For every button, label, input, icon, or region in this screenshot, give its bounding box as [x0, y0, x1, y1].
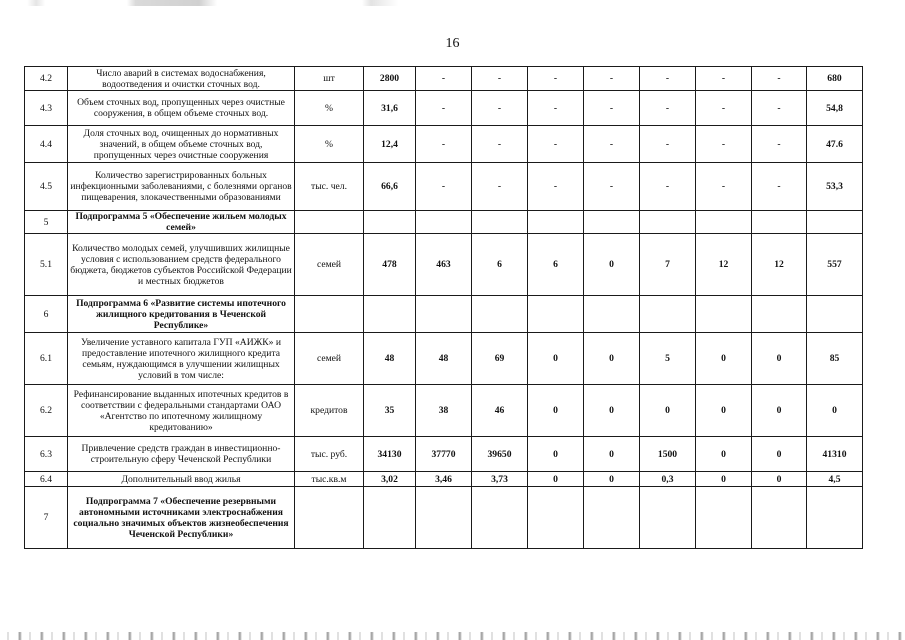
- year-value-cell: 3,73: [472, 472, 528, 487]
- base-value-cell: 478: [364, 234, 416, 296]
- year-value-cell: 463: [416, 234, 472, 296]
- unit-cell: тыс. руб.: [295, 437, 364, 472]
- empty-cell: [752, 296, 807, 333]
- empty-cell: [416, 487, 472, 549]
- year-value-cell: -: [528, 67, 584, 91]
- year-value-cell: 0: [528, 385, 584, 437]
- row-description-cell: Привлечение средств граждан в инвестиционно-строительную сферу Чеченской Республики: [68, 437, 295, 472]
- year-value-cell: -: [752, 91, 807, 126]
- year-value-cell: 48: [416, 333, 472, 385]
- empty-cell: [364, 296, 416, 333]
- year-value-cell: 3,46: [416, 472, 472, 487]
- year-value-cell: -: [416, 163, 472, 211]
- target-value-cell: 53,3: [807, 163, 863, 211]
- row-description-cell: Доля сточных вод, очищенных до нормативных значений, в общем объеме сточных вод, пропущенных через очистные сооружения: [68, 126, 295, 163]
- empty-cell: [752, 487, 807, 549]
- row-number-cell: 6.2: [25, 385, 68, 437]
- table-row: [25, 333, 863, 385]
- empty-cell: [584, 211, 640, 234]
- empty-cell: [807, 487, 863, 549]
- empty-cell: [528, 296, 584, 333]
- year-value-cell: -: [696, 126, 752, 163]
- base-value-cell: 12,4: [364, 126, 416, 163]
- empty-cell: [364, 211, 416, 234]
- base-value-cell: 31,6: [364, 91, 416, 126]
- year-value-cell: 0: [584, 385, 640, 437]
- empty-cell: [416, 296, 472, 333]
- empty-cell: [528, 211, 584, 234]
- empty-cell: [640, 487, 696, 549]
- year-value-cell: 5: [640, 333, 696, 385]
- base-value-cell: 66,6: [364, 163, 416, 211]
- unit-cell: тыс.кв.м: [295, 472, 364, 487]
- year-value-cell: -: [416, 126, 472, 163]
- table-row: [25, 163, 863, 211]
- empty-cell: [696, 211, 752, 234]
- year-value-cell: -: [640, 67, 696, 91]
- empty-cell: [295, 296, 364, 333]
- year-value-cell: 39650: [472, 437, 528, 472]
- empty-cell: [416, 211, 472, 234]
- empty-cell: [295, 211, 364, 234]
- unit-cell: кредитов: [295, 385, 364, 437]
- table-row: [25, 437, 863, 472]
- empty-cell: [472, 487, 528, 549]
- row-description-cell: Дополнительный ввод жилья: [68, 472, 295, 487]
- year-value-cell: 37770: [416, 437, 472, 472]
- indicators-table: [24, 66, 863, 549]
- table-row: [25, 234, 863, 296]
- unit-cell: тыс. чел.: [295, 163, 364, 211]
- year-value-cell: -: [584, 91, 640, 126]
- row-description-cell: Объем сточных вод, пропущенных через очистные сооружения, в общем объеме сточных вод.: [68, 91, 295, 126]
- base-value-cell: 3,02: [364, 472, 416, 487]
- row-description-cell: Подпрограмма 7 «Обеспечение резервными автономными источниками электроснабжения социально значимых объектов жизнеобеспечения Чеченской Республики»: [68, 487, 295, 549]
- row-number-cell: 6.1: [25, 333, 68, 385]
- year-value-cell: 0: [528, 333, 584, 385]
- row-description-cell: Увеличение уставного капитала ГУП «АИЖК» и предоставление ипотечного жилищного кредита семьям, нуждающимся в улучшении жилищных условий в том числе:: [68, 333, 295, 385]
- target-value-cell: 0: [807, 385, 863, 437]
- base-value-cell: 35: [364, 385, 416, 437]
- row-number-cell: 6.3: [25, 437, 68, 472]
- year-value-cell: 0: [584, 437, 640, 472]
- base-value-cell: 2800: [364, 67, 416, 91]
- empty-cell: [640, 211, 696, 234]
- year-value-cell: -: [472, 126, 528, 163]
- empty-cell: [640, 296, 696, 333]
- year-value-cell: -: [696, 91, 752, 126]
- year-value-cell: -: [528, 163, 584, 211]
- year-value-cell: 12: [696, 234, 752, 296]
- row-number-cell: 6: [25, 296, 68, 333]
- year-value-cell: -: [416, 91, 472, 126]
- year-value-cell: -: [472, 67, 528, 91]
- target-value-cell: 54,8: [807, 91, 863, 126]
- year-value-cell: -: [752, 126, 807, 163]
- page-number: 16: [445, 36, 460, 51]
- row-number-cell: 5.1: [25, 234, 68, 296]
- table-row: [25, 126, 863, 163]
- year-value-cell: -: [640, 163, 696, 211]
- year-value-cell: -: [640, 91, 696, 126]
- year-value-cell: -: [472, 163, 528, 211]
- row-number-cell: 4.3: [25, 91, 68, 126]
- row-number-cell: 4.5: [25, 163, 68, 211]
- table-row: [25, 91, 863, 126]
- year-value-cell: 0: [752, 333, 807, 385]
- year-value-cell: 69: [472, 333, 528, 385]
- year-value-cell: 0: [696, 437, 752, 472]
- empty-cell: [364, 487, 416, 549]
- row-description-cell: Подпрограмма 6 «Развитие системы ипотечного жилищного кредитования в Чеченской Республике»: [68, 296, 295, 333]
- target-value-cell: 4,5: [807, 472, 863, 487]
- row-description-cell: Количество молодых семей, улучшивших жилищные условия с использованием средств федерального бюджета, бюджетов субъектов Российской Федерации и местных бюджетов: [68, 234, 295, 296]
- year-value-cell: 0: [752, 472, 807, 487]
- empty-cell: [807, 211, 863, 234]
- empty-cell: [295, 487, 364, 549]
- target-value-cell: 47.6: [807, 126, 863, 163]
- year-value-cell: 6: [528, 234, 584, 296]
- empty-cell: [752, 211, 807, 234]
- empty-cell: [696, 487, 752, 549]
- unit-cell: %: [295, 126, 364, 163]
- row-description-cell: Подпрограмма 5 «Обеспечение жильем молодых семей»: [68, 211, 295, 234]
- empty-cell: [807, 296, 863, 333]
- year-value-cell: -: [752, 163, 807, 211]
- year-value-cell: 6: [472, 234, 528, 296]
- table-row: [25, 385, 863, 437]
- row-number-cell: 4.2: [25, 67, 68, 91]
- row-description-cell: Количество зарегистрированных больных инфекционными заболеваниями, с болезнями органов пищеварения, злокачественными образованиями: [68, 163, 295, 211]
- year-value-cell: 1500: [640, 437, 696, 472]
- row-number-cell: 7: [25, 487, 68, 549]
- year-value-cell: -: [528, 126, 584, 163]
- subprogram-row: [25, 296, 863, 333]
- year-value-cell: 0: [752, 437, 807, 472]
- year-value-cell: 0: [696, 385, 752, 437]
- year-value-cell: 0: [752, 385, 807, 437]
- year-value-cell: 0: [584, 472, 640, 487]
- row-number-cell: 4.4: [25, 126, 68, 163]
- empty-cell: [696, 296, 752, 333]
- table-row: [25, 67, 863, 91]
- year-value-cell: 0: [584, 333, 640, 385]
- row-number-cell: 5: [25, 211, 68, 234]
- scan-edge-bottom: [0, 632, 905, 640]
- subprogram-row: [25, 487, 863, 549]
- year-value-cell: 46: [472, 385, 528, 437]
- year-value-cell: -: [584, 67, 640, 91]
- scan-edge-top: [0, 0, 905, 6]
- empty-cell: [528, 487, 584, 549]
- year-value-cell: -: [584, 126, 640, 163]
- year-value-cell: 0: [640, 385, 696, 437]
- year-value-cell: -: [416, 67, 472, 91]
- unit-cell: %: [295, 91, 364, 126]
- empty-cell: [584, 296, 640, 333]
- table-row: [25, 472, 863, 487]
- unit-cell: семей: [295, 234, 364, 296]
- year-value-cell: 0,3: [640, 472, 696, 487]
- year-value-cell: 12: [752, 234, 807, 296]
- row-description-cell: Число аварий в системах водоснабжения, водоотведения и очистки сточных вод.: [68, 67, 295, 91]
- unit-cell: шт: [295, 67, 364, 91]
- year-value-cell: 0: [696, 472, 752, 487]
- year-value-cell: 0: [528, 437, 584, 472]
- empty-cell: [472, 211, 528, 234]
- subprogram-row: [25, 211, 863, 234]
- year-value-cell: -: [696, 163, 752, 211]
- year-value-cell: -: [584, 163, 640, 211]
- year-value-cell: -: [528, 91, 584, 126]
- target-value-cell: 557: [807, 234, 863, 296]
- empty-cell: [584, 487, 640, 549]
- year-value-cell: 38: [416, 385, 472, 437]
- row-description-cell: Рефинансирование выданных ипотечных кредитов в соответствии с федеральными стандартами ОАО «Агентство по ипотечному жилищному кредитованию»: [68, 385, 295, 437]
- year-value-cell: -: [696, 67, 752, 91]
- year-value-cell: -: [472, 91, 528, 126]
- target-value-cell: 680: [807, 67, 863, 91]
- base-value-cell: 34130: [364, 437, 416, 472]
- empty-cell: [472, 296, 528, 333]
- unit-cell: семей: [295, 333, 364, 385]
- year-value-cell: 0: [584, 234, 640, 296]
- base-value-cell: 48: [364, 333, 416, 385]
- year-value-cell: -: [640, 126, 696, 163]
- year-value-cell: 0: [528, 472, 584, 487]
- row-number-cell: 6.4: [25, 472, 68, 487]
- target-value-cell: 85: [807, 333, 863, 385]
- year-value-cell: 7: [640, 234, 696, 296]
- target-value-cell: 41310: [807, 437, 863, 472]
- year-value-cell: 0: [696, 333, 752, 385]
- year-value-cell: -: [752, 67, 807, 91]
